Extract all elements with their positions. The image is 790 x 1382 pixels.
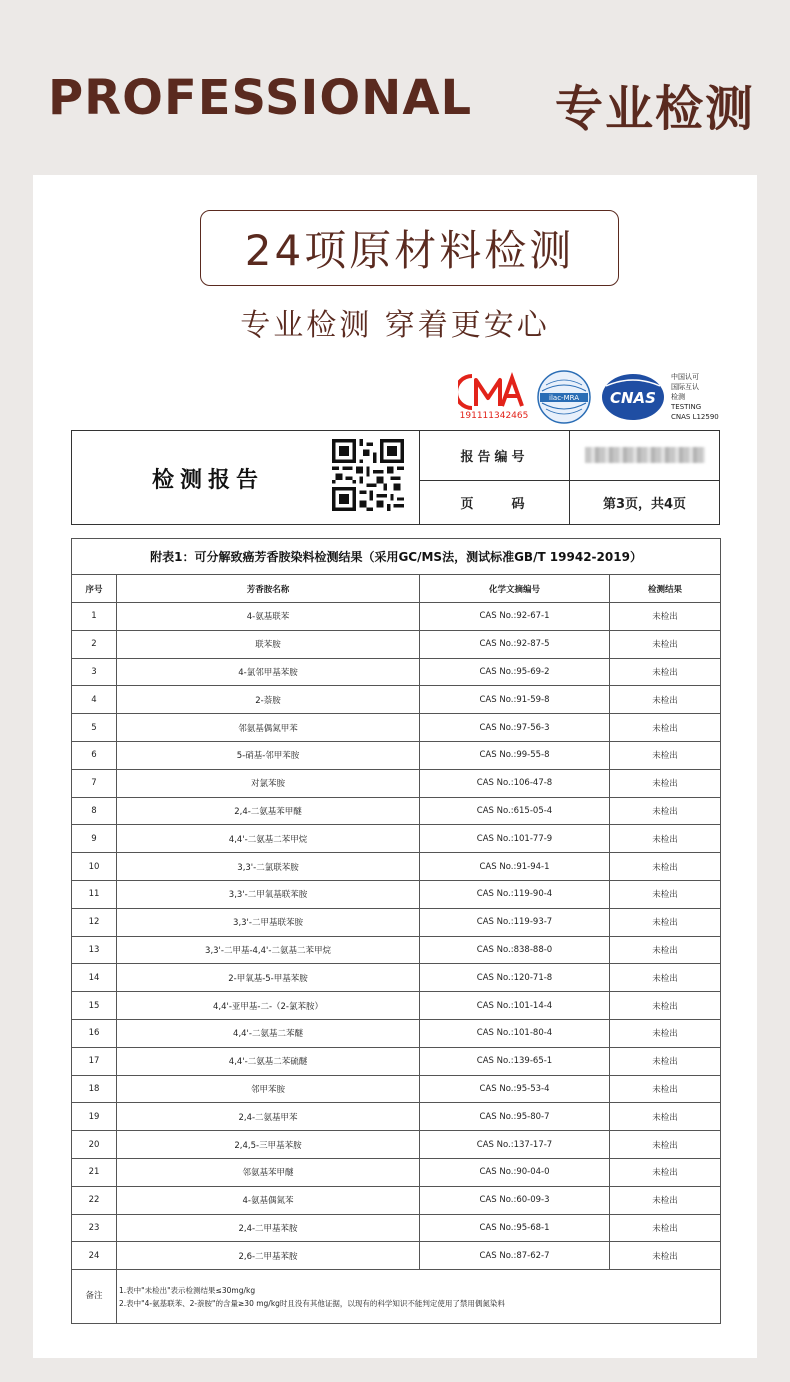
row-number: 15 <box>72 992 117 1020</box>
test-result: 未检出 <box>610 658 721 686</box>
row-number: 21 <box>72 1158 117 1186</box>
test-result: 未检出 <box>610 686 721 714</box>
amine-name: 2-萘胺 <box>117 686 420 714</box>
row-number: 13 <box>72 936 117 964</box>
amine-name: 2,6-二甲基苯胺 <box>117 1242 420 1270</box>
table-row <box>72 714 721 742</box>
report-header-table <box>71 430 720 525</box>
table-row <box>72 797 721 825</box>
row-number: 2 <box>72 630 117 658</box>
test-result: 未检出 <box>610 741 721 769</box>
test-result: 未检出 <box>610 769 721 797</box>
cnas-logo-icon <box>600 372 666 422</box>
cas-number: CAS No.:95-53-4 <box>420 1075 610 1103</box>
row-number: 10 <box>72 853 117 881</box>
test-result: 未检出 <box>610 853 721 881</box>
table-row <box>72 630 721 658</box>
cn-title: 专业检测 <box>555 81 756 137</box>
report-title-cell <box>72 431 420 525</box>
amine-name: 3,3'-二甲基-4,4'-二氨基二苯甲烷 <box>117 936 420 964</box>
table-row <box>72 1186 721 1214</box>
cas-number: CAS No.:119-93-7 <box>420 908 610 936</box>
amine-name: 邻氨基偶氮甲苯 <box>117 714 420 742</box>
cnas-line: 中国认可 <box>671 373 699 381</box>
row-number: 19 <box>72 1103 117 1131</box>
cas-number: CAS No.:120-71-8 <box>420 964 610 992</box>
test-result: 未检出 <box>610 992 721 1020</box>
table-row <box>72 908 721 936</box>
table-row <box>72 603 721 631</box>
report-no-value <box>570 431 720 481</box>
row-number: 6 <box>72 741 117 769</box>
row-number: 20 <box>72 1131 117 1159</box>
results-table <box>71 538 721 1324</box>
amine-name: 4,4'-亚甲基-二-（2-氯苯胺） <box>117 992 420 1020</box>
amine-name: 4-氯邻甲基苯胺 <box>117 658 420 686</box>
cas-number: CAS No.:95-69-2 <box>420 658 610 686</box>
test-result: 未检出 <box>610 603 721 631</box>
page-label: 页 码 <box>420 481 570 525</box>
report-title: 检测报告 <box>152 468 265 493</box>
test-result: 未检出 <box>610 1186 721 1214</box>
cnas-line: TESTING <box>671 403 702 411</box>
table-row <box>72 1131 721 1159</box>
cas-number: CAS No.:91-94-1 <box>420 853 610 881</box>
test-result: 未检出 <box>610 880 721 908</box>
test-result: 未检出 <box>610 630 721 658</box>
page-value: 第3页，共4页 <box>570 481 720 525</box>
cas-number: CAS No.:60-09-3 <box>420 1186 610 1214</box>
row-number: 4 <box>72 686 117 714</box>
report-no-label: 报告编号 <box>420 431 570 481</box>
qr-code-icon <box>332 439 404 511</box>
table-row <box>72 741 721 769</box>
cas-number: CAS No.:90-04-0 <box>420 1158 610 1186</box>
row-number: 8 <box>72 797 117 825</box>
test-result: 未检出 <box>610 1047 721 1075</box>
cnas-line: 国际互认 <box>671 383 699 391</box>
table-row <box>72 1103 721 1131</box>
amine-name: 联苯胺 <box>117 630 420 658</box>
test-result: 未检出 <box>610 825 721 853</box>
subline: 专业检测 穿着更安心 <box>240 308 550 343</box>
table-row <box>72 936 721 964</box>
cnas-text <box>671 372 719 422</box>
cas-number: CAS No.:87-62-7 <box>420 1242 610 1270</box>
ma-number: 191111342465 <box>459 411 529 421</box>
cas-number: CAS No.:838-88-0 <box>420 936 610 964</box>
test-result: 未检出 <box>610 714 721 742</box>
note-label: 备注 <box>72 1270 117 1324</box>
table-row <box>72 1047 721 1075</box>
cas-number: CAS No.:91-59-8 <box>420 686 610 714</box>
column-header: 化学文摘编号 <box>420 575 610 603</box>
cas-number: CAS No.:92-67-1 <box>420 603 610 631</box>
test-result: 未检出 <box>610 1131 721 1159</box>
amine-name: 邻氨基苯甲醚 <box>117 1158 420 1186</box>
ilac-mra-logo-icon <box>536 369 592 425</box>
table-row <box>72 686 721 714</box>
results-table-wrap <box>71 538 720 1324</box>
test-result: 未检出 <box>610 1158 721 1186</box>
amine-name: 2,4-二氨基甲苯 <box>117 1103 420 1131</box>
cas-number: CAS No.:615-05-4 <box>420 797 610 825</box>
note-line: 2.表中"4-氨基联苯、2-萘胺"的含量≥30 mg/kg时且没有其他证据，以现有的科学知识不能判定使用了禁用偶氮染料 <box>119 1298 505 1308</box>
column-header: 芳香胺名称 <box>117 575 420 603</box>
row-number: 11 <box>72 880 117 908</box>
table-row <box>72 769 721 797</box>
headline-box <box>200 210 619 286</box>
table-row <box>72 880 721 908</box>
cas-number: CAS No.:137-17-7 <box>420 1131 610 1159</box>
row-number: 24 <box>72 1242 117 1270</box>
amine-name: 3,3'-二氯联苯胺 <box>117 853 420 881</box>
row-number: 22 <box>72 1186 117 1214</box>
amine-name: 2,4-二氨基苯甲醚 <box>117 797 420 825</box>
test-result: 未检出 <box>610 797 721 825</box>
table-row <box>72 1019 721 1047</box>
amine-name: 2,4-二甲基苯胺 <box>117 1214 420 1242</box>
test-result: 未检出 <box>610 1019 721 1047</box>
cas-number: CAS No.:92-87-5 <box>420 630 610 658</box>
amine-name: 4-氨基偶氮苯 <box>117 1186 420 1214</box>
table-row <box>72 1075 721 1103</box>
cas-number: CAS No.:101-77-9 <box>420 825 610 853</box>
row-number: 1 <box>72 603 117 631</box>
test-result: 未检出 <box>610 964 721 992</box>
row-number: 14 <box>72 964 117 992</box>
table-caption: 附表1：可分解致癌芳香胺染料检测结果（采用GC/MS法，测试标准GB/T 19942-2019） <box>72 539 721 575</box>
test-result: 未检出 <box>610 1242 721 1270</box>
table-row <box>72 825 721 853</box>
amine-name: 4,4'-二氨基二苯硫醚 <box>117 1047 420 1075</box>
headline: 24项原材料检测 <box>244 226 575 275</box>
row-number: 3 <box>72 658 117 686</box>
table-row <box>72 1158 721 1186</box>
row-number: 7 <box>72 769 117 797</box>
amine-name: 2-甲氧基-5-甲基苯胺 <box>117 964 420 992</box>
cas-number: CAS No.:95-80-7 <box>420 1103 610 1131</box>
cas-number: CAS No.:99-55-8 <box>420 741 610 769</box>
test-result: 未检出 <box>610 1103 721 1131</box>
cas-number: CAS No.:101-14-4 <box>420 992 610 1020</box>
amine-name: 对氯苯胺 <box>117 769 420 797</box>
amine-name: 4-氨基联苯 <box>117 603 420 631</box>
svg-text:CNAS: CNAS <box>610 389 656 407</box>
cas-number: CAS No.:95-68-1 <box>420 1214 610 1242</box>
en-title: PROFESSIONAL <box>48 70 473 126</box>
table-row <box>72 853 721 881</box>
row-number: 23 <box>72 1214 117 1242</box>
row-number: 9 <box>72 825 117 853</box>
cnas-line: CNAS L12590 <box>671 413 719 421</box>
table-row <box>72 964 721 992</box>
amine-name: 邻甲苯胺 <box>117 1075 420 1103</box>
row-number: 12 <box>72 908 117 936</box>
test-result: 未检出 <box>610 1075 721 1103</box>
svg-text:ilac-MRA: ilac-MRA <box>549 394 579 402</box>
amine-name: 3,3'-二甲基联苯胺 <box>117 908 420 936</box>
cas-number: CAS No.:119-90-4 <box>420 880 610 908</box>
column-header: 检测结果 <box>610 575 721 603</box>
cas-number: CAS No.:106-47-8 <box>420 769 610 797</box>
row-number: 18 <box>72 1075 117 1103</box>
column-header: 序号 <box>72 575 117 603</box>
note-line: 1.表中"未检出"表示检测结果≤30mg/kg <box>119 1285 256 1295</box>
amine-name: 2,4,5-三甲基苯胺 <box>117 1131 420 1159</box>
row-number: 17 <box>72 1047 117 1075</box>
amine-name: 4,4'-二氨基二苯甲烷 <box>117 825 420 853</box>
test-result: 未检出 <box>610 1214 721 1242</box>
blurred-report-number <box>585 447 705 463</box>
cas-number: CAS No.:139-65-1 <box>420 1047 610 1075</box>
table-row <box>72 1242 721 1270</box>
row-number: 16 <box>72 1019 117 1047</box>
cas-number: CAS No.:101-80-4 <box>420 1019 610 1047</box>
table-row <box>72 1214 721 1242</box>
amine-name: 3,3'-二甲氧基联苯胺 <box>117 880 420 908</box>
test-result: 未检出 <box>610 936 721 964</box>
table-row <box>72 658 721 686</box>
table-row <box>72 992 721 1020</box>
test-result: 未检出 <box>610 908 721 936</box>
cas-number: CAS No.:97-56-3 <box>420 714 610 742</box>
amine-name: 5-硝基-邻甲苯胺 <box>117 741 420 769</box>
cnas-line: 检测 <box>671 393 685 401</box>
row-number: 5 <box>72 714 117 742</box>
amine-name: 4,4'-二氨基二苯醚 <box>117 1019 420 1047</box>
notes-cell <box>117 1270 721 1324</box>
